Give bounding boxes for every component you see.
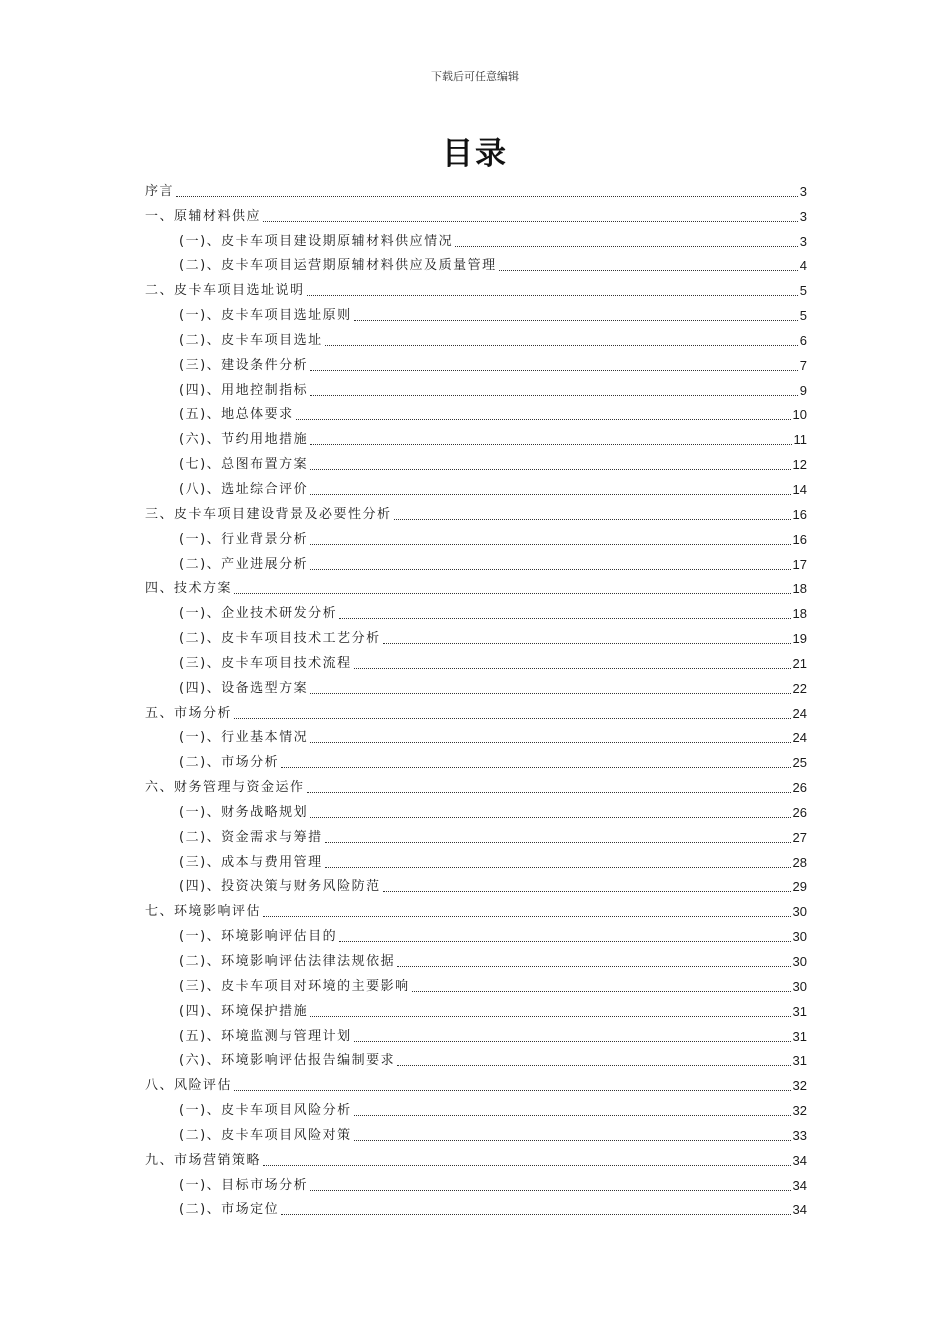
toc-entry[interactable] — [145, 648, 807, 673]
dot-leader — [354, 1140, 791, 1141]
toc-entry-page-number: 16 — [792, 506, 807, 522]
toc-entry-label: (三)、成本与费用管理 — [179, 854, 323, 870]
toc-entry[interactable] — [145, 747, 807, 772]
dot-leader — [354, 1115, 791, 1116]
dot-leader — [310, 370, 798, 371]
toc-entry[interactable] — [145, 350, 807, 375]
toc-entry-page-number: 30 — [792, 954, 807, 969]
toc-entry[interactable] — [145, 251, 807, 276]
dot-leader — [310, 742, 790, 743]
toc-entry-page-number: 32 — [792, 1078, 807, 1094]
dot-leader — [310, 494, 790, 495]
toc-entry-page-number: 4 — [799, 258, 807, 274]
dot-leader — [307, 792, 791, 793]
toc-entry[interactable] — [145, 1145, 807, 1170]
dot-leader — [310, 693, 790, 694]
toc-entry-label: 三、皮卡车项目建设背景及必要性分析 — [145, 506, 392, 522]
toc-entry[interactable] — [145, 424, 807, 449]
toc-entry-page-number: 17 — [792, 556, 807, 572]
dot-leader — [339, 941, 790, 942]
toc-entry-label: (二)、产业进展分析 — [179, 556, 309, 572]
dot-leader — [307, 295, 798, 296]
toc-entry-page-number: 6 — [799, 332, 807, 348]
toc-entry-label: 九、市场营销策略 — [145, 1152, 262, 1168]
dot-leader — [234, 593, 791, 594]
toc-entry-page-number: 31 — [792, 1028, 807, 1044]
toc-entry-label: (一)、行业基本情况 — [179, 730, 309, 746]
dot-leader — [354, 1041, 791, 1042]
toc-entry-label: (四)、用地控制指标 — [179, 382, 309, 398]
dot-leader — [296, 419, 791, 420]
toc-entry-page-number: 34 — [792, 1177, 807, 1193]
toc-entry-page-number: 3 — [799, 183, 807, 199]
toc-entry[interactable] — [145, 1046, 807, 1071]
toc-entry-label: 四、技术方案 — [145, 581, 233, 597]
dot-leader — [310, 444, 791, 445]
toc-entry[interactable] — [145, 1170, 807, 1195]
header-note: 下载后可任意编辑 — [431, 70, 519, 83]
toc-entry-page-number: 10 — [792, 407, 807, 423]
dot-leader — [499, 270, 798, 271]
dot-leader — [310, 469, 790, 470]
toc-entry-label: (二)、环境影响评估法律法规依据 — [179, 954, 396, 969]
toc-entry-label: (二)、皮卡车项目风险对策 — [179, 1127, 352, 1143]
toc-entry-page-number: 32 — [792, 1103, 807, 1119]
toc-entry-page-number: 31 — [792, 1003, 807, 1019]
toc-entry[interactable] — [145, 996, 807, 1021]
dot-leader — [412, 991, 791, 992]
toc-entry-label: (八)、选址综合评价 — [179, 481, 309, 497]
toc-entry[interactable] — [145, 921, 807, 946]
toc-entry-page-number: 34 — [792, 1202, 807, 1218]
toc-entry-label: (三)、皮卡车项目对环境的主要影响 — [179, 978, 410, 994]
toc-entry-label: (二)、资金需求与筹措 — [179, 829, 323, 845]
toc-entry-label: (七)、总图布置方案 — [179, 457, 309, 473]
toc-entry[interactable] — [145, 1120, 807, 1145]
toc-entry-label: (一)、目标市场分析 — [179, 1177, 309, 1193]
toc-entry-label: (三)、皮卡车项目技术流程 — [179, 655, 352, 671]
dot-leader — [263, 221, 798, 222]
toc-entry-page-number: 5 — [799, 308, 807, 324]
toc-entry-page-number: 33 — [792, 1127, 807, 1143]
toc-entry[interactable] — [145, 698, 807, 723]
dot-leader — [397, 966, 790, 967]
toc-entry-page-number: 28 — [792, 854, 807, 870]
table-of-contents — [145, 176, 807, 1219]
toc-entry-page-number: 7 — [799, 357, 807, 373]
toc-entry-page-number: 34 — [792, 1152, 807, 1168]
toc-entry[interactable] — [145, 723, 807, 748]
dot-leader — [310, 569, 790, 570]
dot-leader — [263, 916, 791, 917]
dot-leader — [310, 1016, 790, 1017]
toc-entry-label: 七、环境影响评估 — [145, 904, 262, 920]
toc-entry[interactable] — [145, 598, 807, 623]
toc-entry-label: (一)、财务战略规划 — [179, 804, 309, 820]
toc-entry[interactable] — [145, 797, 807, 822]
toc-entry-label: (六)、节约用地措施 — [179, 432, 309, 448]
toc-entry[interactable] — [145, 847, 807, 872]
toc-entry-label: (一)、企业技术研发分析 — [179, 606, 338, 622]
toc-entry-page-number: 30 — [792, 978, 807, 994]
toc-entry[interactable] — [145, 1021, 807, 1046]
toc-entry-page-number: 11 — [793, 432, 807, 448]
dot-leader — [310, 817, 790, 818]
toc-entry-label: 六、财务管理与资金运作 — [145, 780, 305, 796]
dot-leader — [339, 618, 790, 619]
toc-entry-page-number: 24 — [792, 705, 807, 721]
dot-leader — [354, 668, 791, 669]
toc-entry[interactable] — [145, 822, 807, 847]
toc-entry-page-number: 30 — [792, 904, 807, 920]
toc-entry[interactable] — [145, 872, 807, 897]
dot-leader — [281, 1214, 790, 1215]
toc-entry-label: 五、市场分析 — [145, 705, 233, 721]
dot-leader — [325, 842, 791, 843]
toc-entry-page-number: 3 — [799, 208, 807, 224]
toc-entry[interactable] — [145, 946, 807, 971]
toc-entry-page-number: 25 — [792, 755, 807, 771]
toc-entry[interactable] — [145, 549, 807, 574]
toc-entry[interactable] — [145, 574, 807, 599]
toc-entry[interactable] — [145, 772, 807, 797]
toc-entry[interactable] — [145, 896, 807, 921]
toc-entry-label: 序言 — [145, 183, 175, 199]
toc-entry[interactable] — [145, 325, 807, 350]
dot-leader — [397, 1065, 790, 1066]
dot-leader — [281, 767, 790, 768]
toc-entry-label: (五)、地总体要求 — [179, 407, 294, 423]
toc-entry-label: (二)、皮卡车项目技术工艺分析 — [179, 631, 381, 647]
toc-entry[interactable] — [145, 524, 807, 549]
dot-leader — [234, 718, 791, 719]
toc-entry-label: 八、风险评估 — [145, 1078, 233, 1094]
toc-entry-page-number: 29 — [792, 879, 807, 895]
toc-entry-page-number: 5 — [799, 283, 807, 299]
toc-entry-label: (一)、皮卡车项目风险分析 — [179, 1103, 352, 1119]
toc-entry-label: (三)、建设条件分析 — [179, 357, 309, 373]
toc-entry-page-number: 16 — [792, 531, 807, 547]
toc-entry-page-number: 26 — [792, 780, 807, 796]
toc-entry-label: (二)、市场分析 — [179, 755, 280, 771]
page-title: 目录 — [442, 136, 508, 172]
dot-leader — [325, 867, 791, 868]
dot-leader — [263, 1165, 791, 1166]
toc-entry[interactable] — [145, 275, 807, 300]
toc-entry-page-number: 12 — [792, 457, 807, 473]
toc-entry-page-number: 24 — [792, 730, 807, 746]
toc-entry[interactable] — [145, 623, 807, 648]
toc-entry[interactable] — [145, 474, 807, 499]
toc-entry-label: 二、皮卡车项目选址说明 — [145, 283, 305, 299]
toc-entry[interactable] — [145, 1195, 807, 1220]
toc-entry-page-number: 18 — [792, 606, 807, 622]
dot-leader — [354, 320, 798, 321]
toc-entry-page-number: 27 — [792, 829, 807, 845]
toc-entry[interactable] — [145, 1070, 807, 1095]
toc-entry-label: (一)、行业背景分析 — [179, 531, 309, 547]
dot-leader — [310, 544, 790, 545]
toc-entry-label: (二)、皮卡车项目运营期原辅材料供应及质量管理 — [179, 258, 497, 274]
dot-leader — [455, 246, 798, 247]
dot-leader — [325, 345, 798, 346]
toc-entry[interactable] — [145, 400, 807, 425]
toc-entry-label: (一)、皮卡车项目选址原则 — [179, 308, 352, 324]
toc-entry[interactable] — [145, 201, 807, 226]
dot-leader — [234, 1090, 791, 1091]
toc-entry[interactable] — [145, 673, 807, 698]
dot-leader — [383, 891, 791, 892]
toc-entry-label: (六)、环境影响评估报告编制要求 — [179, 1053, 396, 1069]
toc-entry-label: (二)、市场定位 — [179, 1202, 280, 1218]
toc-entry-page-number: 18 — [792, 581, 807, 597]
toc-entry-page-number: 14 — [792, 481, 807, 497]
dot-leader — [310, 395, 798, 396]
dot-leader — [394, 519, 791, 520]
toc-entry[interactable] — [145, 226, 807, 251]
toc-entry-label: (一)、环境影响评估目的 — [179, 929, 338, 945]
toc-entry-page-number: 21 — [792, 655, 807, 671]
toc-entry-page-number: 30 — [792, 929, 807, 945]
toc-entry-page-number: 31 — [792, 1053, 807, 1069]
toc-entry-label: (四)、投资决策与财务风险防范 — [179, 879, 381, 895]
toc-entry[interactable] — [145, 971, 807, 996]
toc-entry-label: (二)、皮卡车项目选址 — [179, 332, 323, 348]
toc-entry[interactable] — [145, 1095, 807, 1120]
dot-leader — [383, 643, 791, 644]
toc-entry-page-number: 22 — [792, 680, 807, 696]
toc-entry-label: 一、原辅材料供应 — [145, 208, 262, 224]
toc-entry-label: (五)、环境监测与管理计划 — [179, 1028, 352, 1044]
toc-entry-label: (四)、设备选型方案 — [179, 680, 309, 696]
toc-entry-page-number: 9 — [799, 382, 807, 398]
toc-entry-page-number: 19 — [792, 631, 807, 647]
toc-entry[interactable] — [145, 375, 807, 400]
toc-entry[interactable] — [145, 499, 807, 524]
dot-leader — [176, 196, 798, 197]
toc-entry[interactable] — [145, 176, 807, 201]
toc-entry[interactable] — [145, 449, 807, 474]
dot-leader — [310, 1190, 790, 1191]
toc-entry-page-number: 3 — [799, 233, 807, 249]
toc-entry-label: (一)、皮卡车项目建设期原辅材料供应情况 — [179, 233, 454, 249]
toc-entry-page-number: 26 — [792, 804, 807, 820]
toc-entry[interactable] — [145, 300, 807, 325]
toc-entry-label: (四)、环境保护措施 — [179, 1003, 309, 1019]
